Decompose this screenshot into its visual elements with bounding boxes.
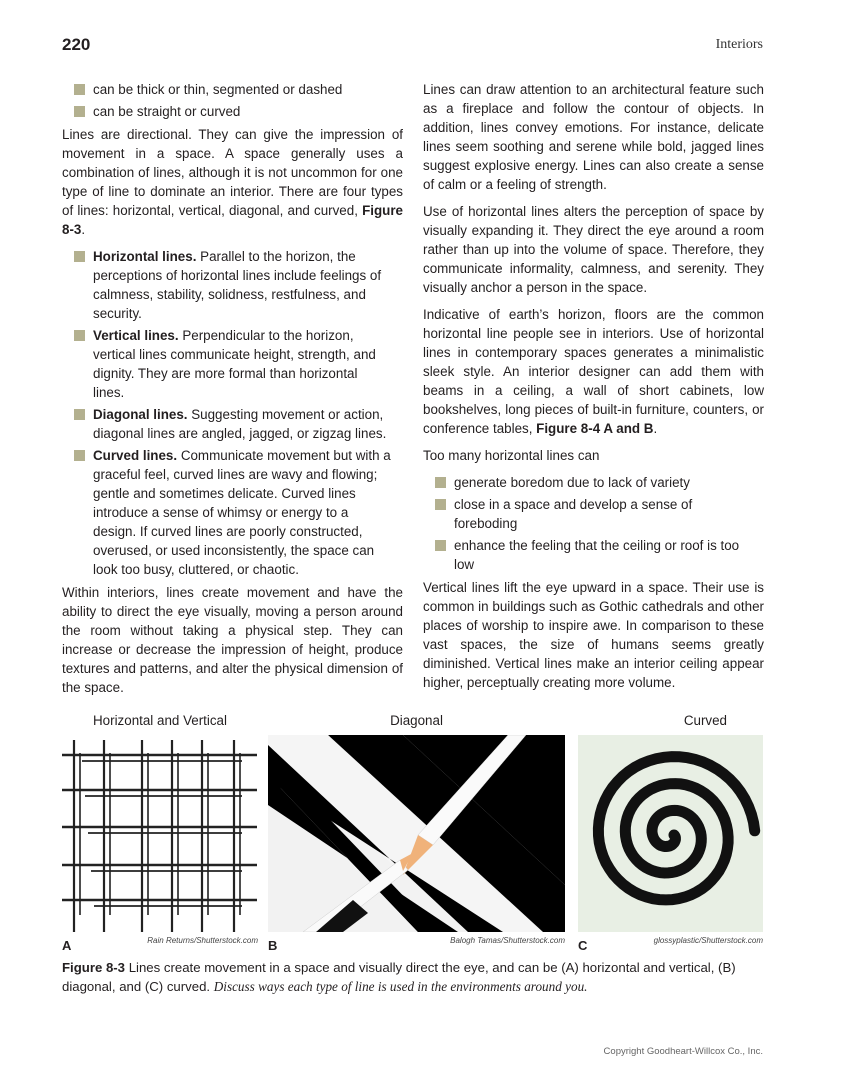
list-item: can be thick or thin, segmented or dashed xyxy=(62,80,403,99)
photo-credit: Balogh Tamas/Shutterstock.com xyxy=(450,936,565,945)
list-item: generate boredom due to lack of variety xyxy=(423,473,764,492)
grid-lines-image xyxy=(62,735,258,932)
figure-letter-b: B xyxy=(268,938,278,953)
bullet-square-icon xyxy=(74,251,85,262)
figure-title-b: Diagonal xyxy=(390,713,443,728)
figure-title-a: Horizontal and Vertical xyxy=(93,713,227,728)
paragraph: Vertical lines lift the eye upward in a space. Their use is common in buildings such as Gothic cathedrals and other places of worship to inspire awe. In comparison to these vast spaces, the size of humans seems greatly diminished. Vertical lines make an interior ceiling appear higher, perceptually creating more volume. xyxy=(423,580,764,690)
running-head: Interiors xyxy=(715,37,763,52)
bullet-square-icon xyxy=(74,84,85,95)
bullet-square-icon xyxy=(435,540,446,551)
figure-letter-c: C xyxy=(578,938,588,953)
list-item: can be straight or curved xyxy=(62,102,403,121)
list-item: Curved lines. Communicate movement but with a graceful feel, curved lines are wavy and flowing; gentle and sometimes delicate. Curved lines introduce a sense of whimsy or energy to a design. If curved lines are poorly constructed, overused, or used inconsistently, the space can look too busy, cluttered, or chaotic. xyxy=(62,446,403,579)
figure-letter-a: A xyxy=(62,938,72,953)
copyright: Copyright Goodheart-Willcox Co., Inc. xyxy=(603,1046,763,1057)
paragraph: Indicative of earth’s horizon, floors are the common horizontal line people see in interiors. Use of horizontal lines in contemporary spaces generates a minimalistic sleek style. An interior designer can add them with beams in a ceiling, a wall of short cabinets, low bookshelves, long pieces of built-in furniture, counters, or conference tables, Figure 8-4 A and B. xyxy=(423,307,764,436)
figure-reference: Figure 8-3 xyxy=(62,203,403,237)
bullet-square-icon xyxy=(435,499,446,510)
figure-title-c: Curved xyxy=(683,713,727,728)
list-item: Diagonal lines. Suggesting movement or action, diagonal lines are angled, jagged, or zigzag lines. xyxy=(62,405,403,443)
horizontal-bullets xyxy=(423,473,764,574)
photo-credit: glossyplastic/Shutterstock.com xyxy=(653,936,763,945)
line-types-list xyxy=(62,247,403,579)
intro-bullets xyxy=(62,80,403,121)
bullet-square-icon xyxy=(74,330,85,341)
paragraph: Too many horizontal lines can xyxy=(423,448,600,463)
diagonal-pencils-image xyxy=(268,735,565,932)
left-column xyxy=(62,80,403,705)
list-item: Vertical lines. Perpendicular to the horizon, vertical lines communicate height, strength, and dignity. They are more formal than horizontal lines. xyxy=(62,326,403,402)
page-number: 220 xyxy=(62,35,91,54)
paragraph: Use of horizontal lines alters the perception of space by visually expanding it. They direct the eye around a room rather than up into the volume of space. Therefore, they communicate informality, calmness, and serenity. They visually anchor a person in the space. xyxy=(423,204,764,295)
figure-reference: Figure 8-4 A and B xyxy=(536,421,654,436)
bullet-square-icon xyxy=(74,409,85,420)
paragraph: Lines can draw attention to an architectural feature such as a fireplace and follow the contour of objects. In addition, lines convey emotions. For instance, delicate lines seem soothing and serene while bold, jagged lines suggest explosive energy. Lines can also create a sense of calm or a feeling of strength. xyxy=(423,82,764,192)
list-item: close in a space and develop a sense of foreboding xyxy=(423,495,764,533)
list-item: enhance the feeling that the ceiling or roof is too low xyxy=(423,536,764,574)
paragraph: Within interiors, lines create movement and have the ability to direct the eye visually, moving a person around the room without taking a physical step. They can increase or decrease the impression of height, produce textures and patterns, and alter the physical dimension of the space. xyxy=(62,585,403,695)
bullet-square-icon xyxy=(74,106,85,117)
paragraph: Lines are directional. They can give the impression of movement in a space. A space generally uses a combination of lines, although it is not uncommon for one type of line to dominate an interior. There are four types of lines: horizontal, vertical, diagonal, and curved, Figure 8-3. xyxy=(62,127,403,237)
figure-caption: Figure 8-3 Lines create movement in a space and visually direct the eye, and can be (A) horizontal and vertical, (B) diagonal, and (C) curved. Discuss ways each type of line is used in the environments around you. xyxy=(62,960,736,994)
bullet-square-icon xyxy=(74,450,85,461)
bullet-square-icon xyxy=(435,477,446,488)
right-column xyxy=(423,80,764,700)
spiral-image xyxy=(578,735,763,932)
photo-credit: Rain Returns/Shutterstock.com xyxy=(147,936,258,945)
list-item: Horizontal lines. Parallel to the horizon, the perceptions of horizontal lines include feelings of calmness, stability, solidness, restfulness, and security. xyxy=(62,247,403,323)
